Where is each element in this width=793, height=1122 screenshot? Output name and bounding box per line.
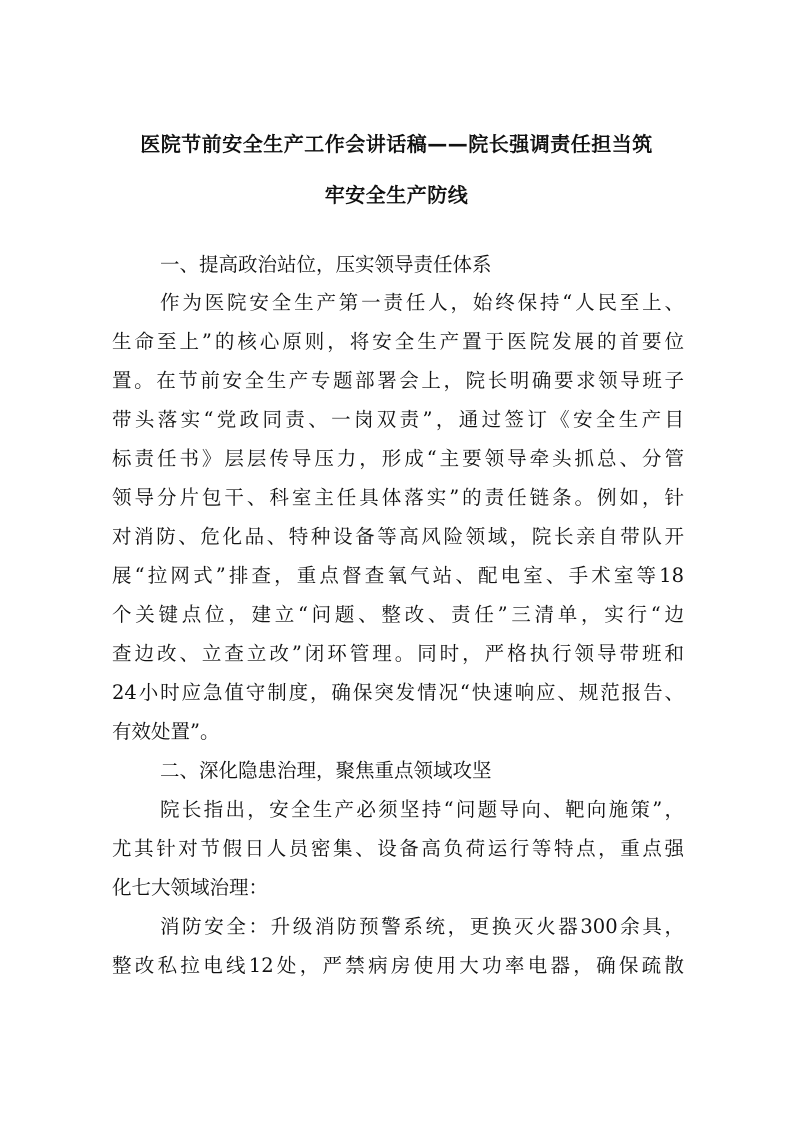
paragraph-line: 整改私拉电线12处，严禁病房使用大功率电器，确保疏散 — [112, 954, 684, 977]
paragraph-line: 作为医院安全生产第一责任人，始终保持“人民至上、 — [160, 291, 684, 314]
paragraph-line: 置。在节前安全生产专题部署会上，院长明确要求领导班子 — [112, 369, 684, 392]
paragraph-line: 标责任书》层层传导压力，形成“主要领导牵头抓总、分管 — [112, 447, 684, 470]
paragraph-line: 院长指出，安全生产必须坚持“问题导向、靶向施策”， — [160, 798, 684, 821]
paragraph-line: 带头落实“党政同责、一岗双责”，通过签订《安全生产目 — [112, 408, 684, 431]
section-heading-2: 二、深化隐患治理，聚焦重点领域攻坚 — [160, 759, 492, 782]
document-title-line-1: 医院节前安全生产工作会讲话稿——院长强调责任担当筑 — [140, 132, 653, 156]
paragraph-line: 领导分片包干、科室主任具体落实”的责任链条。例如，针 — [112, 486, 684, 509]
section-heading-1: 一、提高政治站位，压实领导责任体系 — [160, 253, 492, 276]
paragraph-line: 24小时应急值守制度，确保突发情况“快速响应、规范报告、 — [112, 681, 684, 704]
paragraph-line: 生命至上”的核心原则，将安全生产置于医院发展的首要位 — [112, 330, 684, 353]
paragraph-line: 展“拉网式”排查，重点督查氧气站、配电室、手术室等18 — [112, 564, 684, 587]
paragraph-line: 对消防、危化品、特种设备等高风险领域，院长亲自带队开 — [112, 525, 684, 548]
paragraph-line: 个关键点位，建立“问题、整改、责任”三清单，实行“边 — [112, 603, 684, 626]
paragraph-line: 消防安全：升级消防预警系统，更换灭火器300余具， — [160, 915, 684, 938]
paragraph-line: 有效处置”。 — [112, 720, 220, 743]
document-title-line-2: 牢安全生产防线 — [324, 183, 469, 207]
paragraph-line: 化七大领域治理： — [112, 876, 269, 899]
paragraph-line: 查边改、立查立改”闭环管理。同时，严格执行领导带班和 — [112, 642, 684, 665]
paragraph-line: 尤其针对节假日人员密集、设备高负荷运行等特点，重点强 — [112, 837, 684, 860]
